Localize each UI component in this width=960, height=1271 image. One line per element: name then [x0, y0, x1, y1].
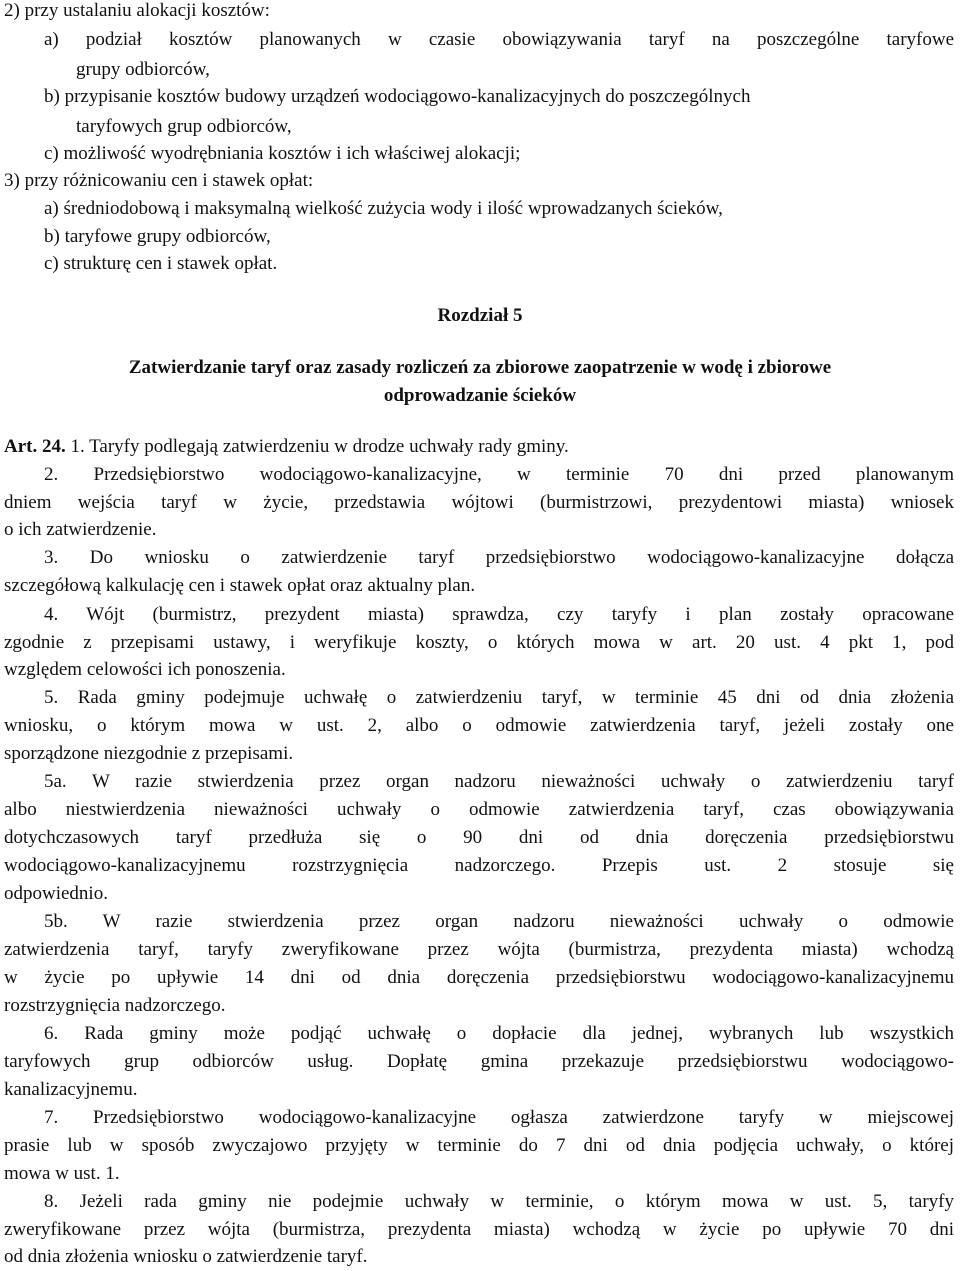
paragraph-5a-line5: odpowiednio. [4, 883, 108, 904]
section-2-item-c: c) możliwość wyodrębniania kosztów i ich właściwej alokacji; [44, 143, 521, 164]
section-2-item-a-line1: a) podział kosztów planowanych w czasie obowiązywania taryf na poszczególne taryfowe [44, 29, 954, 50]
paragraph-4-line1: 4. Wójt (burmistrz, prezydent miasta) sprawdza, czy taryfy i plan zostały opracowane [44, 604, 954, 625]
section-2-intro: 2) przy ustalaniu alokacji kosztów: [4, 0, 270, 21]
chapter-number: Rozdział 5 [437, 305, 523, 326]
paragraph-8-line2: zweryfikowane przez wójta (burmistrza, prezydenta miasta) wchodzą w życie po upływie 70 dni [4, 1219, 954, 1240]
paragraph-5a-line1: 5a. W razie stwierdzenia przez organ nadzoru nieważności uchwały o zatwierdzeniu taryf [44, 771, 954, 792]
paragraph-8-line3: od dnia złożenia wniosku o zatwierdzenie taryf. [4, 1246, 368, 1267]
section-3-item-b: b) taryfowe grupy odbiorców, [44, 226, 271, 247]
paragraph-3-line2: szczegółową kalkulację cen i stawek opłat oraz aktualny plan. [4, 575, 476, 596]
paragraph-6-line1: 6. Rada gminy może podjąć uchwałę o dopłacie dla jednej, wybranych lub wszystkich [44, 1023, 954, 1044]
paragraph-7-line1: 7. Przedsiębiorstwo wodociągowo-kanalizacyjne ogłasza zatwierdzone taryfy w miejscowej [44, 1107, 954, 1128]
paragraph-2-line2: dniem wejścia taryf w życie, przedstawia wójtowi (burmistrzowi, prezydentowi miasta) wniosek [4, 492, 954, 513]
paragraph-3-line1: 3. Do wniosku o zatwierdzenie taryf przedsiębiorstwo wodociągowo-kanalizacyjne dołącza [44, 547, 954, 568]
paragraph-5b-line1: 5b. W razie stwierdzenia przez organ nadzoru nieważności uchwały o odmowie [44, 911, 954, 932]
paragraph-5a-line3: dotychczasowych taryf przedłuża się o 90 dni od dnia doręczenia przedsiębiorstwu [4, 827, 954, 848]
paragraph-4-line3: względem celowości ich ponoszenia. [4, 659, 286, 680]
paragraph-5a-line4: wodociągowo-kanalizacyjnemu rozstrzygnięcia nadzorczego. Przepis ust. 2 stosuje się [4, 855, 954, 876]
paragraph-5a-line2: albo niestwierdzenia nieważności uchwały o odmowie zatwierdzenia taryf, czas obowiązywania [4, 799, 954, 820]
paragraph-5-line2: wniosku, o którym mowa w ust. 2, albo o odmowie zatwierdzenia taryf, jeżeli zostały one [4, 715, 954, 736]
chapter-title-line1: Zatwierdzanie taryf oraz zasady rozliczeń za zbiorowe zaopatrzenie w wodę i zbiorowe [128, 357, 832, 378]
paragraph-7-line3: mowa w ust. 1. [4, 1163, 120, 1184]
section-2-item-b-line2: taryfowych grup odbiorców, [76, 116, 292, 137]
paragraph-5-line1: 5. Rada gminy podejmuje uchwałę o zatwierdzeniu taryf, w terminie 45 dni od dnia złożenia [44, 687, 954, 708]
paragraph-6-line3: kanalizacyjnemu. [4, 1079, 138, 1100]
paragraph-4-line2: zgodnie z przepisami ustawy, i weryfikuje koszty, o których mowa w art. 20 ust. 4 pkt 1, pod [4, 632, 954, 653]
paragraph-2-line1: 2. Przedsiębiorstwo wodociągowo-kanalizacyjne, w terminie 70 dni przed planowanym [44, 464, 954, 485]
section-2-item-b-line1: b) przypisanie kosztów budowy urządzeń wodociągowo-kanalizacyjnych do poszczególnych [44, 86, 751, 107]
section-2-item-a-line2: grupy odbiorców, [76, 59, 210, 80]
article-label: Art. 24. [4, 436, 66, 457]
paragraph-5b-line3: w życie po upływie 14 dni od dnia doręczenia przedsiębiorstwu wodociągowo-kanalizacyjnemu [4, 967, 954, 988]
section-3-item-c: c) strukturę cen i stawek opłat. [44, 253, 278, 274]
paragraph-7-line2: prasie lub w sposób zwyczajowo przyjęty w terminie do 7 dni od dnia podjęcia uchwały, o której [4, 1135, 954, 1156]
paragraph-5b-line4: rozstrzygnięcia nadzorczego. [4, 995, 226, 1016]
article-24-p1 [4, 433, 569, 460]
section-3-intro: 3) przy różnicowaniu cen i stawek opłat: [4, 170, 314, 191]
paragraph-2-line3: o ich zatwierdzenie. [4, 519, 157, 540]
paragraph-5-line3: sporządzone niezgodnie z przepisami. [4, 743, 294, 764]
paragraph-5b-line2: zatwierdzenia taryf, taryfy zweryfikowane przez wójta (burmistrza, prezydenta miasta) wchodzą [4, 939, 954, 960]
section-3-item-a: a) średniodobową i maksymalną wielkość zużycia wody i ilość wprowadzanych ścieków, [44, 198, 723, 219]
paragraph-6-line2: taryfowych grup odbiorców usług. Dopłatę gmina przekazuje przedsiębiorstwu wodociągowo- [4, 1051, 954, 1072]
article-p1-text: 1. Taryfy podlegają zatwierdzeniu w drodze uchwały rady gminy. [70, 436, 569, 457]
chapter-title-line2: odprowadzanie ścieków [383, 385, 577, 406]
paragraph-8-line1: 8. Jeżeli rada gminy nie podejmie uchwały w terminie, o którym mowa w ust. 5, taryfy [44, 1191, 954, 1212]
